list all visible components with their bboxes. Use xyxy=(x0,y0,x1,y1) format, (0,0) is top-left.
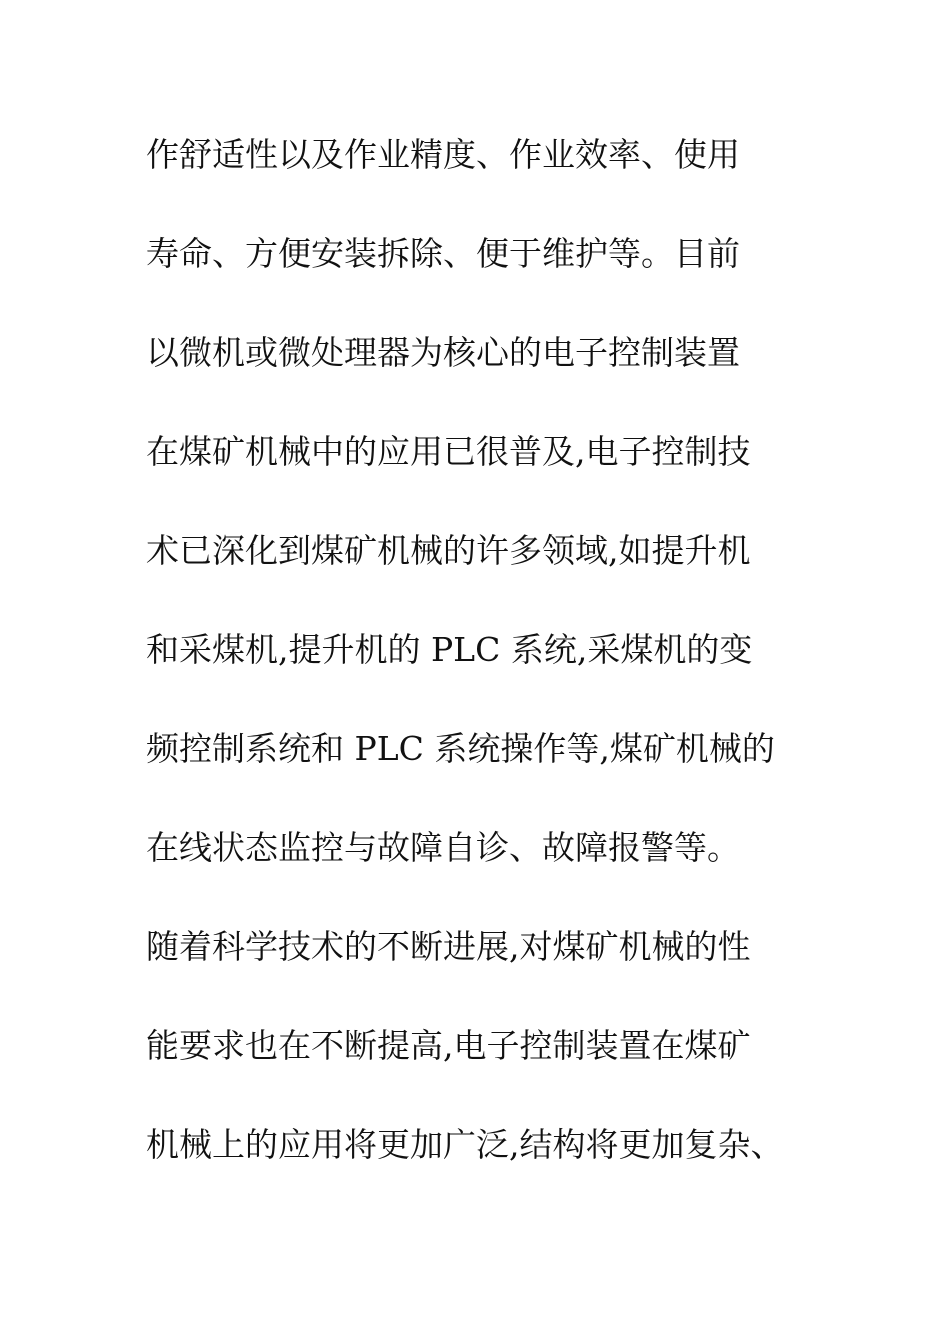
body-text xyxy=(146,122,866,1211)
text-line: 在线状态监控与故障自诊、故障报警等。 xyxy=(146,828,740,867)
text-line: 术已深化到煤矿机械的许多领域,如提升机 xyxy=(146,531,751,570)
text-line: 以微机或微处理器为核心的电子控制装置 xyxy=(146,333,740,372)
text-line: 在煤矿机械中的应用已很普及,电子控制技 xyxy=(146,432,751,471)
text-line: 频控制系统和 PLC 系统操作等,煤矿机械的 xyxy=(146,729,775,768)
text-line: 机械上的应用将更加广泛,结构将更加复杂、 xyxy=(146,1125,784,1164)
text-line: 能要求也在不断提高,电子控制装置在煤矿 xyxy=(146,1026,751,1065)
text-line: 和采煤机,提升机的 PLC 系统,采煤机的变 xyxy=(146,630,753,669)
text-line: 随着科学技术的不断进展,对煤矿机械的性 xyxy=(146,927,751,966)
text-line: 寿命、方便安装拆除、便于维护等。目前 xyxy=(146,234,740,273)
text-line: 作舒适性以及作业精度、作业效率、使用 xyxy=(146,135,740,174)
